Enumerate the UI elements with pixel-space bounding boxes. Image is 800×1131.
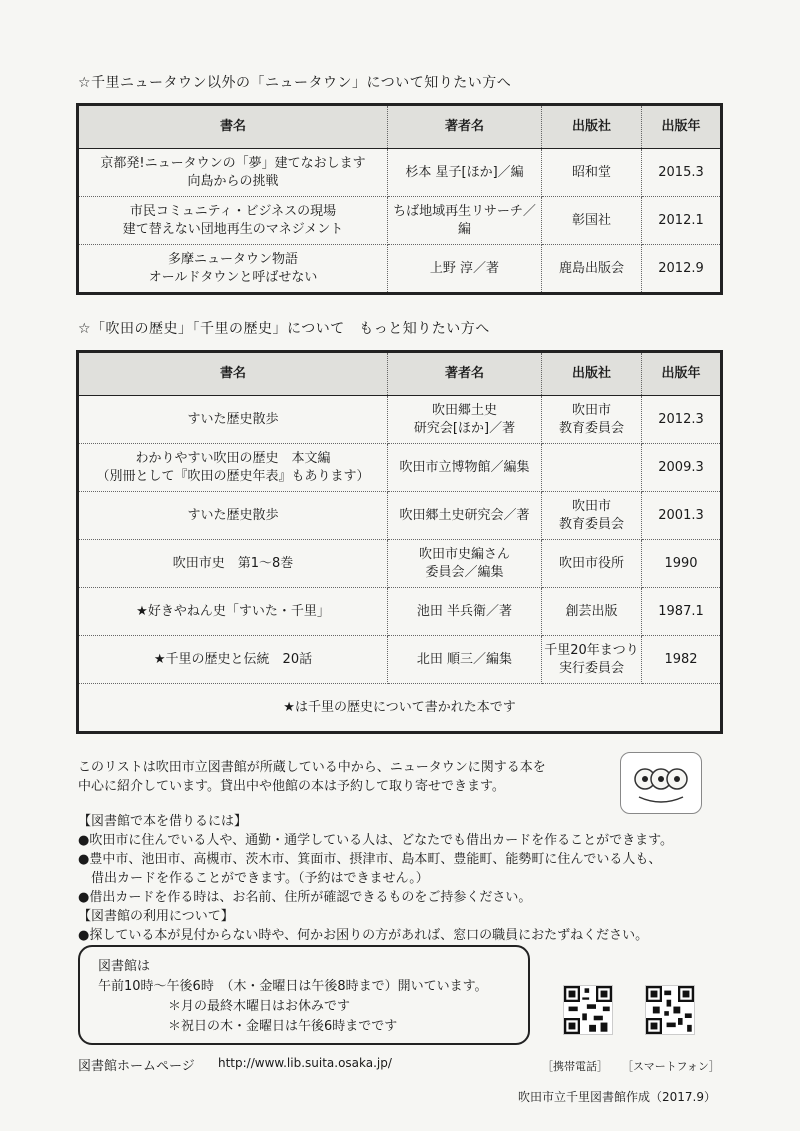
hours-holiday-note: ＊祝日の木・金曜日は午後6時までです: [168, 1019, 398, 1034]
book-publisher: 吹田市 教育委員会: [542, 492, 642, 540]
book-title: 京都発!ニュータウンの「夢」建てなおします 向島からの挑戦: [78, 149, 388, 197]
book-year: 1990: [642, 540, 722, 588]
usage-heading: 【図書館の利用について】: [78, 909, 234, 924]
book-author: 吹田市立博物館／編集: [388, 444, 542, 492]
rule-item: ●借出カードを作る時は、お名前、住所が確認できるものをご持参ください。: [78, 890, 532, 905]
mobile-qr-code[interactable]: [563, 985, 613, 1035]
col-year-header: 出版年: [642, 105, 722, 149]
rule-item: ●探している本が見付からない時や、何かお困りの方があれば、窓口の職員におたずねください。: [78, 928, 649, 943]
book-year: 1982: [642, 636, 722, 684]
book-publisher: 鹿島出版会: [542, 245, 642, 294]
book-title: 吹田市史 第1～8巻: [78, 540, 388, 588]
section2-header-row: [78, 352, 722, 396]
col-publisher-header: 出版社: [542, 352, 642, 396]
book-year: 2012.9: [658, 260, 704, 276]
book-publisher: 吹田市 教育委員会: [542, 396, 642, 444]
hours-closed-note: ＊月の最終木曜日はお休みです: [168, 999, 351, 1014]
book-author: 吹田郷土史研究会／著: [388, 492, 542, 540]
section2-book-table: [76, 350, 723, 734]
intro-line: 中心に紹介しています。貸出中や他館の本は予約して取り寄せできます。: [78, 779, 505, 794]
book-publisher: 吹田市役所: [542, 540, 642, 588]
book-publisher: 昭和堂: [542, 149, 642, 197]
book-publisher: 千里20年まつり 実行委員会: [542, 636, 642, 684]
book-title: わかりやすい吹田の歴史 本文編 （別冊として『吹田の歴史年表』もあります）: [78, 444, 388, 492]
book-publisher: [542, 444, 642, 492]
book-title: 多摩ニュータウン物語 オールドタウンと呼ばせない: [78, 245, 388, 294]
smartphone-qr-code[interactable]: [645, 985, 695, 1035]
col-title-header: 書名: [78, 105, 388, 149]
credit-text: 吹田市立千里図書館作成（2017.9）: [518, 1090, 716, 1104]
col-author-header: 著者名: [388, 352, 542, 396]
book-author: 池田 半兵衛／著: [388, 588, 542, 636]
book-author: 杉本 星子[ほか]／編: [388, 149, 542, 197]
book-author: 吹田郷土史 研究会[ほか]／著: [388, 396, 542, 444]
book-row: [78, 540, 722, 588]
book-row: [78, 492, 722, 540]
col-year-header: 出版年: [642, 352, 722, 396]
section1-book-table: [76, 103, 723, 295]
section1-header-row: [78, 105, 722, 149]
book-title: ★好きやねん史「すいた・千里」: [78, 588, 388, 636]
book-row: [78, 396, 722, 444]
book-author: 北田 順三／編集: [388, 636, 542, 684]
rule-item: ●吹田市に住んでいる人や、通勤・通学している人は、どなたでも借出カードを作ることができます。: [78, 833, 674, 848]
homepage-link[interactable]: http://www.lib.suita.osaka.jp/: [218, 1056, 392, 1070]
book-title: ★千里の歴史と伝統 20話: [78, 636, 388, 684]
book-row: [78, 588, 722, 636]
book-year: 2015.3: [642, 149, 722, 197]
book-row: [78, 149, 722, 197]
hours-line: 午前10時～午後6時 （木・金曜日は午後8時まで）開いています。: [98, 979, 488, 994]
col-title-header: 書名: [78, 352, 388, 396]
book-author: 吹田市史編さん 委員会／編集: [388, 540, 542, 588]
book-title: すいた歴史散歩: [78, 492, 388, 540]
rule-item: ●豊中市、池田市、高槻市、茨木市、箕面市、摂津市、島本町、豊能町、能勢町に住んでいる人も、: [78, 852, 662, 867]
book-title: すいた歴史散歩: [78, 396, 388, 444]
book-year: 2001.3: [642, 492, 722, 540]
book-publisher: 彰国社: [542, 197, 642, 245]
mobile-qr-label: ［携帯電話］: [542, 1060, 608, 1073]
col-author-header: 著者名: [388, 105, 542, 149]
book-year: 1987.1: [642, 588, 722, 636]
book-year: 2009.3: [642, 444, 722, 492]
book-year: 2012.3: [642, 396, 722, 444]
intro-line: このリストは吹田市立図書館が所蔵している中から、ニュータウンに関する本を: [78, 760, 546, 775]
section1-heading: ☆千里ニュータウン以外の「ニュータウン」について知りたい方へ: [78, 75, 512, 91]
book-row: [78, 636, 722, 684]
rules-heading: 【図書館で本を借りるには】: [78, 814, 248, 829]
book-author: ちば地域再生リサーチ／編: [388, 197, 542, 245]
table-footnote: ★は千里の歴史について書かれた本です: [78, 684, 722, 733]
hours-title: 図書館は: [98, 959, 151, 974]
book-author: 上野 淳／著: [388, 245, 542, 294]
opening-hours-box: [78, 945, 530, 1045]
homepage-label: 図書館ホームページ: [78, 1059, 195, 1074]
smartphone-qr-label: ［スマートフォン］: [622, 1060, 720, 1073]
book-publisher: 創芸出版: [542, 588, 642, 636]
book-year: 2012.1: [642, 197, 722, 245]
book-row: [78, 197, 722, 245]
book-row: [78, 444, 722, 492]
rule-item: 借出カードを作ることができます。（予約はできません。）: [78, 871, 429, 886]
book-row: [78, 245, 722, 294]
section2-heading: ☆「吹田の歴史」「千里の歴史」について もっと知りたい方へ: [78, 321, 490, 337]
library-mascot-image: [620, 752, 702, 814]
col-publisher-header: 出版社: [542, 105, 642, 149]
book-title: 市民コミュニティ・ビジネスの現場 建て替えない団地再生のマネジメント: [78, 197, 388, 245]
